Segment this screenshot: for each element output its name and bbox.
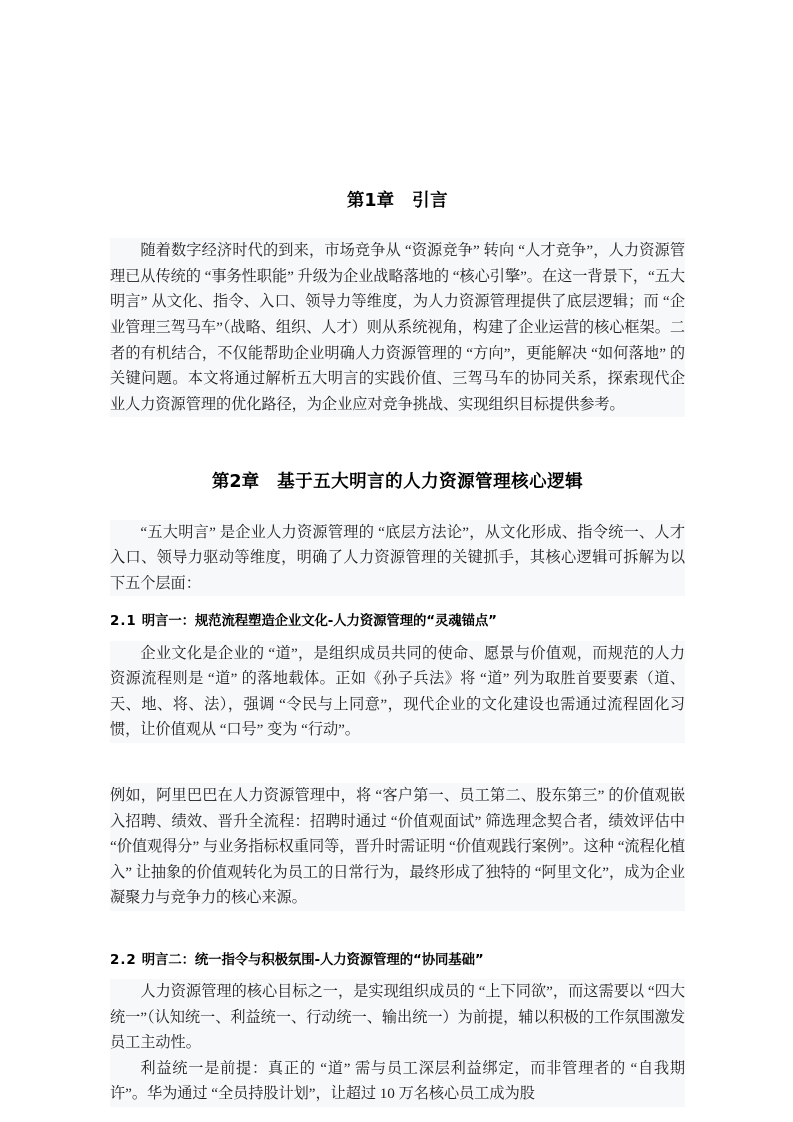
spacer (110, 496, 685, 520)
spacer (110, 596, 685, 612)
section-2-1-number: 2.1 (110, 614, 137, 630)
chapter-1-paragraph-1: 随着数字经济时代的到来，市场竞争从 “资源竞争” 转向 “人才竞争”，人力资源管理已从传统的 “事务性职能” 升级为企业战略落地的 “核心引擎”。在这一背景下，“五大明言” 从文化、指令、入口、领导力等维度，为人力资源管理提供了底层逻辑；而 “企业管理三驾马车”（战略、组织、人才）则从系统视角，构建了企业运营的核心框架。二者的有机结合，不仅能帮助企业明确人力资源管理的 “方向”，更能解决 “如何落地” 的关键问题。本文将通过解析五大明言的实践价值、三驾马车的协同关系，探索现代企业人力资源管理的优化路径，为企业应对竞争挑战、实现组织目标提供参考。 (110, 238, 685, 417)
chapter-1-heading (110, 188, 685, 214)
spacer (110, 214, 685, 238)
spacer (110, 417, 685, 469)
spacer (110, 743, 685, 783)
section-2-1-paragraph-2: 例如，阿里巴巴在人力资源管理中，将 “客户第一、员工第二、股东第三” 的价值观嵌入招聘、绩效、晋升全流程：招聘时通过 “价值观面试” 筛选理念契合者，绩效评估中 “价值观得分” 与业务指标权重同等，晋升时需证明 “价值观践行案例”。这种 “流程化植入” 让抽象的价值观转化为员工的日常行为，最终形成了独特的 “阿里文化”，成为企业凝聚力与竞争力的核心来源。 (110, 783, 685, 911)
chapter-2-title: 基于五大明言的人力资源管理核心逻辑 (277, 472, 584, 493)
chapter-1-number: 第1章 (346, 191, 395, 211)
section-2-2-number: 2.2 (110, 952, 137, 968)
chapter-2-intro-paragraph: “五大明言” 是企业人力资源管理的 “底层方法论”，从文化形成、指令统一、人才入口、领导力驱动等维度，明确了人力资源管理的关键抓手，其核心逻辑可拆解为以下五个层面： (110, 520, 685, 597)
spacer (110, 633, 685, 641)
section-2-2-heading (110, 951, 685, 971)
section-2-1-paragraph-1: 企业文化是企业的 “道”，是组织成员共同的使命、愿景与价值观，而规范的人力资源流程则是 “道” 的落地载体。正如《孙子兵法》将 “道” 列为取胜首要要素（道、天、地、将、法），强调 “令民与上同意”，现代企业的文化建设也需通过流程固化习惯，让价值观从 “口号” 变为 “行动”。 (110, 641, 685, 743)
section-2-1-title: 明言一：规范流程塑造企业文化-人力资源管理的“灵魂锚点” (141, 614, 497, 630)
spacer (110, 971, 685, 979)
section-2-1-heading (110, 612, 685, 632)
chapter-1-title: 引言 (412, 191, 449, 211)
document-content (110, 188, 685, 1107)
section-2-2-paragraph-1: 人力资源管理的核心目标之一，是实现组织成员的 “上下同欲”，而这需要以 “四大统一”（认知统一、利益统一、行动统一、输出统一）为前提，辅以积极的工作氛围激发员工主动性。 (110, 979, 685, 1056)
section-2-2-title: 明言二：统一指令与积极氛围-人力资源管理的“协同基础” (141, 952, 484, 968)
section-2-2-paragraph-2: 利益统一是前提：真正的 “道” 需与员工深层利益绑定，而非管理者的 “自我期许”。华为通过 “全员持股计划”，让超过 10 万名核心员工成为股 (110, 1056, 685, 1107)
chapter-2-heading (110, 469, 685, 495)
spacer (110, 911, 685, 951)
chapter-2-number: 第2章 (211, 472, 260, 493)
